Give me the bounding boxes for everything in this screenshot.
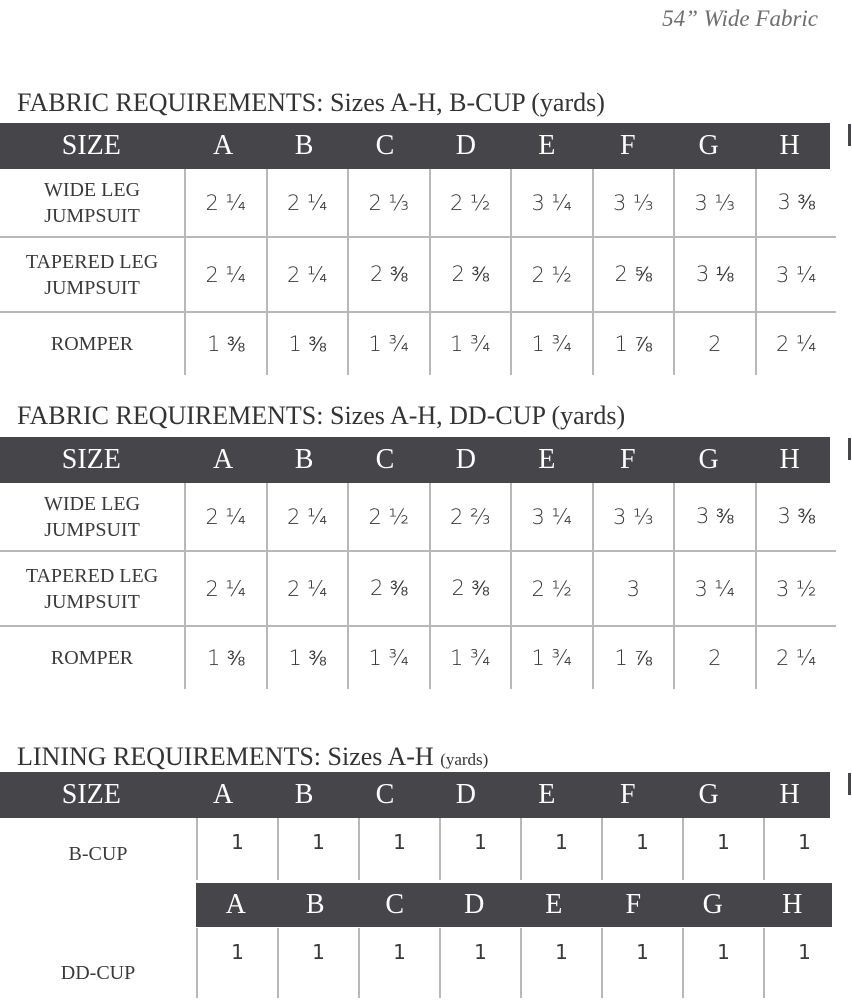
yardage-cell: 2 ¼ bbox=[184, 552, 266, 625]
lining-row-b-cup bbox=[0, 818, 844, 880]
size-header: SIZE bbox=[61, 779, 121, 810]
lining-title bbox=[17, 742, 488, 772]
col-header: A bbox=[213, 779, 234, 810]
yardage-cell: 2 ¼ bbox=[184, 238, 266, 311]
col-header: G bbox=[698, 130, 719, 161]
yardage-cell: 1 ⅞ bbox=[592, 627, 674, 689]
yardage-cell: 2 ⅜ bbox=[429, 238, 511, 311]
yardage-cell: 2 ½ bbox=[429, 169, 511, 236]
col-header: G bbox=[702, 889, 723, 920]
row-label: WIDE LEG JUMPSUIT bbox=[43, 178, 141, 227]
table1-header bbox=[0, 123, 830, 169]
yardage-cell: 2 ¼ bbox=[184, 169, 266, 236]
yardage-cell: 2 ⅔ bbox=[429, 483, 511, 550]
col-header: F bbox=[625, 889, 642, 920]
col-header: E bbox=[538, 444, 556, 475]
yardage-cell: 3 ½ bbox=[755, 552, 837, 625]
row-label: TAPERED LEG JUMPSUIT bbox=[25, 250, 159, 299]
col-header: F bbox=[619, 444, 636, 475]
yardage-cell: 1 bbox=[520, 818, 601, 880]
col-header: G bbox=[698, 779, 719, 810]
col-header: H bbox=[779, 779, 800, 810]
size-header: SIZE bbox=[61, 444, 121, 475]
size-header: SIZE bbox=[61, 130, 121, 161]
yardage-cell: 2 ⅝ bbox=[592, 238, 674, 311]
yardage-cell: 1 bbox=[439, 818, 520, 880]
col-header: D bbox=[455, 444, 477, 475]
row-label: TAPERED LEG JUMPSUIT bbox=[25, 564, 159, 613]
yardage-cell: 1 bbox=[682, 818, 763, 880]
yardage-cell: 1 bbox=[196, 818, 277, 880]
yardage-cell: 1 bbox=[439, 928, 520, 998]
yardage-cell: 1 bbox=[358, 928, 439, 998]
col-header: C bbox=[375, 130, 395, 161]
table-row bbox=[0, 552, 836, 627]
lining-title-unit: (yards) bbox=[440, 750, 489, 769]
yardage-cell: 3 ⅜ bbox=[755, 483, 837, 550]
edge-mark bbox=[848, 124, 851, 146]
yardage-cell: 2 bbox=[673, 313, 755, 375]
edge-mark bbox=[848, 773, 851, 795]
yardage-cell: 2 ¼ bbox=[266, 238, 348, 311]
yardage-cell: 2 bbox=[673, 627, 755, 689]
yardage-cell: 2 ⅜ bbox=[429, 552, 511, 625]
yardage-cell: 2 ¼ bbox=[266, 483, 348, 550]
yardage-cell: 1 ⅜ bbox=[266, 313, 348, 375]
table2-header bbox=[0, 437, 830, 483]
col-header: B bbox=[294, 130, 314, 161]
col-header: H bbox=[782, 889, 803, 920]
yardage-cell: 3 ⅓ bbox=[673, 169, 755, 236]
yardage-cell: 3 ¼ bbox=[673, 552, 755, 625]
col-header: C bbox=[375, 779, 395, 810]
row-label: WIDE LEG JUMPSUIT bbox=[43, 492, 141, 541]
yardage-cell: 1 bbox=[520, 928, 601, 998]
table-row bbox=[0, 627, 836, 689]
yardage-cell: 2 ¼ bbox=[266, 169, 348, 236]
col-header: B bbox=[294, 444, 314, 475]
yardage-cell: 3 bbox=[592, 552, 674, 625]
yardage-cell: 1 bbox=[196, 928, 277, 998]
col-header: D bbox=[455, 130, 477, 161]
table-row bbox=[0, 238, 836, 313]
yardage-cell: 1 bbox=[763, 818, 844, 880]
dd-cup-header bbox=[196, 883, 832, 927]
row-label: ROMPER bbox=[50, 333, 134, 355]
col-header: D bbox=[455, 779, 477, 810]
yardage-cell: 3 ⅜ bbox=[673, 483, 755, 550]
yardage-cell: 2 ¼ bbox=[266, 552, 348, 625]
yardage-cell: 1 ⅜ bbox=[184, 313, 266, 375]
yardage-cell: 3 ⅓ bbox=[592, 169, 674, 236]
yardage-cell: 1 bbox=[601, 818, 682, 880]
yardage-cell: 3 ¼ bbox=[755, 238, 837, 311]
col-header: F bbox=[619, 130, 636, 161]
yardage-cell: 1 bbox=[682, 928, 763, 998]
yardage-cell: 1 ¾ bbox=[510, 627, 592, 689]
yardage-cell: 1 ⅞ bbox=[592, 313, 674, 375]
yardage-cell: 1 ¾ bbox=[347, 313, 429, 375]
yardage-cell: 2 ¼ bbox=[755, 627, 837, 689]
lining-header bbox=[0, 772, 830, 818]
table1-title: FABRIC REQUIREMENTS: Sizes A-H, B-CUP (yards) bbox=[17, 88, 605, 117]
yardage-cell: 2 ⅜ bbox=[347, 238, 429, 311]
yardage-cell: 2 ⅓ bbox=[347, 169, 429, 236]
yardage-cell: 1 ⅜ bbox=[184, 627, 266, 689]
edge-mark bbox=[848, 438, 851, 460]
yardage-cell: 1 bbox=[277, 928, 358, 998]
row-label: ROMPER bbox=[50, 647, 134, 669]
table2-title: FABRIC REQUIREMENTS: Sizes A-H, DD-CUP (yards) bbox=[17, 401, 626, 430]
yardage-cell: 1 bbox=[763, 928, 844, 998]
col-header: E bbox=[538, 130, 556, 161]
col-header: H bbox=[779, 130, 800, 161]
yardage-cell: 2 ½ bbox=[347, 483, 429, 550]
row-label: DD-CUP bbox=[60, 961, 136, 984]
col-header: C bbox=[385, 889, 405, 920]
col-header: A bbox=[213, 130, 234, 161]
table-row bbox=[0, 313, 836, 375]
fabric-width-note: 54” Wide Fabric bbox=[662, 6, 818, 31]
yardage-cell: 1 bbox=[601, 928, 682, 998]
yardage-cell: 2 ¼ bbox=[184, 483, 266, 550]
yardage-cell: 3 ⅓ bbox=[592, 483, 674, 550]
yardage-cell: 1 bbox=[358, 818, 439, 880]
yardage-cell: 1 ¾ bbox=[347, 627, 429, 689]
yardage-cell: 3 ⅛ bbox=[673, 238, 755, 311]
yardage-cell: 2 ⅜ bbox=[347, 552, 429, 625]
table-row bbox=[0, 483, 836, 552]
col-header: F bbox=[619, 779, 636, 810]
lining-row-dd-cup bbox=[0, 928, 844, 998]
col-header: G bbox=[698, 444, 719, 475]
row-label: B-CUP bbox=[68, 842, 128, 865]
col-header: A bbox=[213, 444, 234, 475]
yardage-cell: 3 ¼ bbox=[510, 169, 592, 236]
col-header: C bbox=[375, 444, 395, 475]
lining-title-main: LINING REQUIREMENTS: Sizes A-H bbox=[17, 742, 434, 771]
yardage-cell: 2 ½ bbox=[510, 238, 592, 311]
col-header: A bbox=[225, 889, 246, 920]
col-header: H bbox=[779, 444, 800, 475]
col-header: E bbox=[545, 889, 563, 920]
table-row bbox=[0, 169, 836, 238]
col-header: E bbox=[538, 779, 556, 810]
yardage-cell: 1 ¾ bbox=[429, 627, 511, 689]
yardage-cell: 1 ¾ bbox=[510, 313, 592, 375]
yardage-cell: 1 ¾ bbox=[429, 313, 511, 375]
col-header: D bbox=[464, 889, 485, 920]
yardage-cell: 1 bbox=[277, 818, 358, 880]
yardage-cell: 3 ⅜ bbox=[755, 169, 837, 236]
yardage-cell: 2 ½ bbox=[510, 552, 592, 625]
yardage-cell: 3 ¼ bbox=[510, 483, 592, 550]
col-header: B bbox=[305, 889, 325, 920]
yardage-cell: 2 ¼ bbox=[755, 313, 837, 375]
yardage-cell: 1 ⅜ bbox=[266, 627, 348, 689]
col-header: B bbox=[294, 779, 314, 810]
